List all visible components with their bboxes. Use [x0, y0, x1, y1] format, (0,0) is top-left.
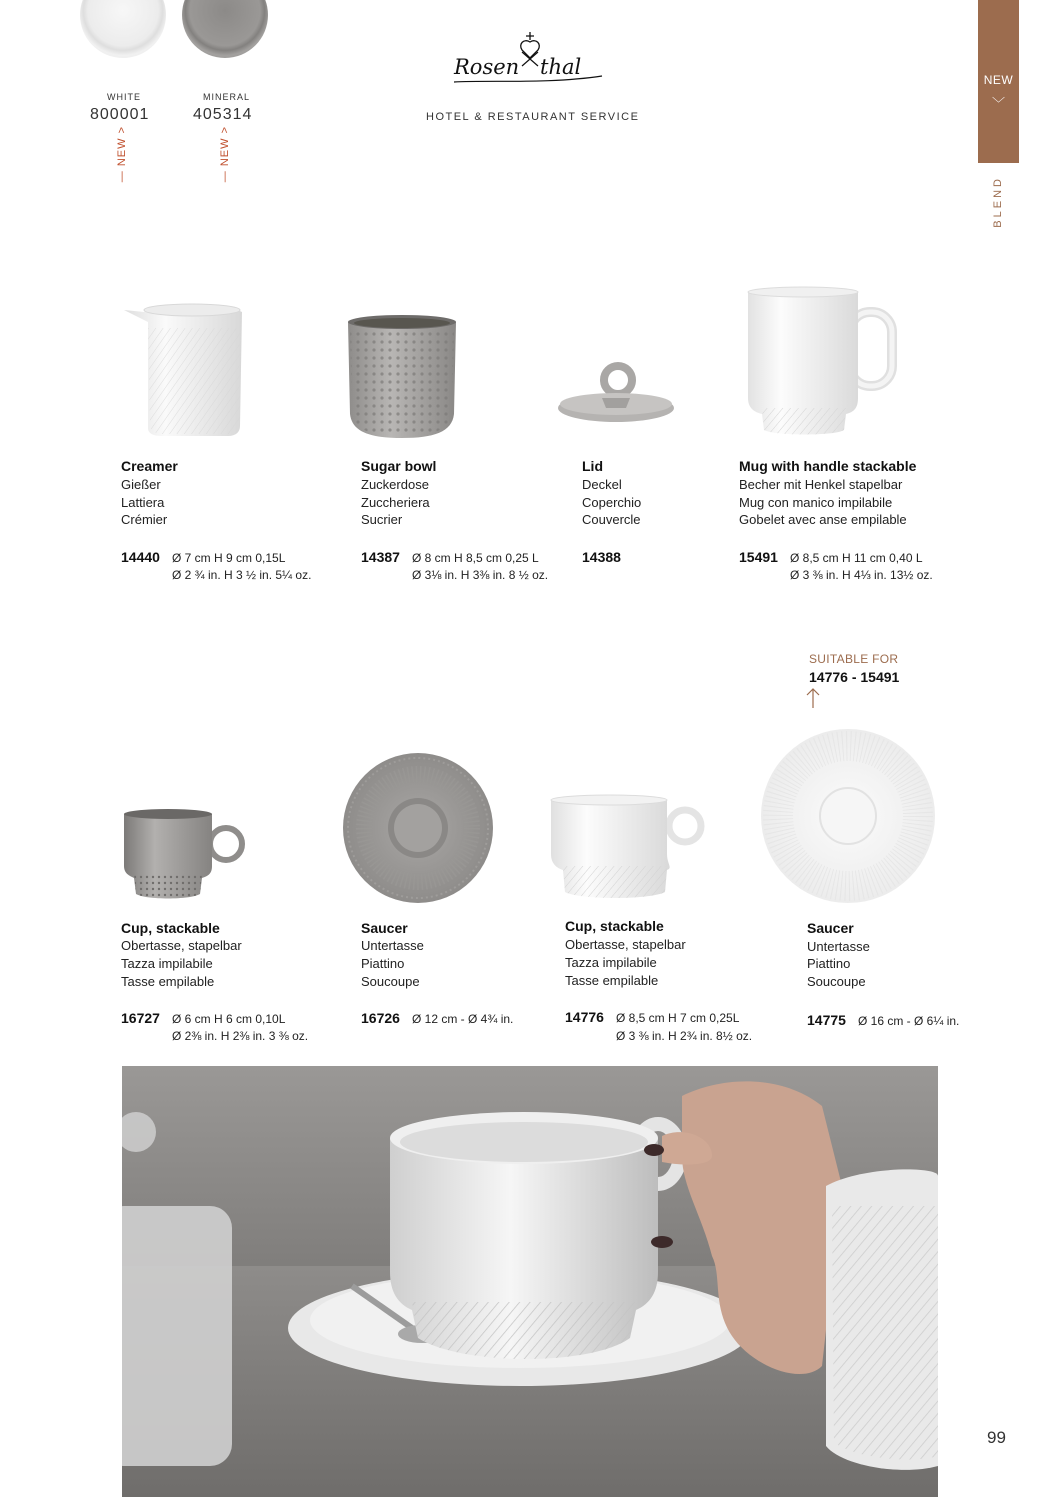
product-code-small-saucer: 16726: [361, 1010, 400, 1026]
chevron-down-icon: ﹀: [991, 96, 1005, 111]
product-name-lid: Lid: [582, 458, 603, 474]
product-spec-imperial-creamer: Ø 2 ¾ in. H 3 ½ in. 5¼ oz.: [172, 568, 312, 582]
product-it-lid: Coperchio: [582, 495, 642, 510]
product-spec-imperial-mug: Ø 3 ⅜ in. H 4⅓ in. 13½ oz.: [790, 568, 933, 582]
product-spec-metric-creamer: Ø 7 cm H 9 cm 0,15L: [172, 551, 286, 565]
product-de-large-saucer: Untertasse: [807, 939, 870, 954]
product-it-sugar-bowl: Zuccheriera: [361, 495, 430, 510]
product-spec-imperial-sugar-bowl: Ø 3⅛ in. H 3⅜ in. 8 ½ oz.: [412, 568, 549, 582]
product-name-large-saucer: Saucer: [807, 920, 854, 936]
large-saucer-image: [760, 728, 936, 904]
new-badge-white: — NEW >: [116, 126, 128, 183]
product-it-mug: Mug con manico impilabile: [739, 495, 893, 510]
color-code-white: 800001: [90, 106, 150, 123]
small-cup-image: [120, 808, 248, 904]
product-it-large-saucer: Piattino: [807, 956, 851, 971]
product-name-large-cup: Cup, stackable: [565, 918, 664, 934]
suitable-for-codes: 14776 - 15491: [809, 669, 900, 685]
product-fr-mug: Gobelet avec anse empilable: [739, 512, 907, 527]
arrow-up-icon: [804, 686, 822, 715]
product-it-creamer: Lattiera: [121, 495, 165, 510]
product-de-sugar-bowl: Zuckerdose: [361, 477, 429, 492]
product-it-small-cup: Tazza impilabile: [121, 956, 213, 971]
tab-new-label: NEW: [983, 73, 1014, 87]
mug-image: [744, 286, 900, 438]
suitable-for-label: SUITABLE FOR: [809, 652, 899, 666]
rosenthal-logo: [450, 30, 610, 92]
product-fr-lid: Couvercle: [582, 512, 641, 527]
product-fr-large-cup: Tasse empilable: [565, 973, 659, 988]
product-name-small-cup: Cup, stackable: [121, 920, 220, 936]
product-code-large-cup: 14776: [565, 1009, 604, 1025]
product-de-mug: Becher mit Henkel stapelbar: [739, 477, 903, 492]
product-code-mug: 15491: [739, 549, 778, 565]
product-de-creamer: Gießer: [121, 477, 161, 492]
product-name-small-saucer: Saucer: [361, 920, 408, 936]
product-fr-small-cup: Tasse empilable: [121, 974, 215, 989]
product-code-large-saucer: 14775: [807, 1012, 846, 1028]
product-name-sugar-bowl: Sugar bowl: [361, 458, 437, 474]
svg-text:thal: thal: [540, 55, 582, 79]
svg-text:Rosen: Rosen: [454, 55, 520, 79]
sugar-bowl-image: [346, 314, 458, 440]
new-badge-mineral: — NEW >: [219, 126, 231, 183]
product-fr-large-saucer: Soucoupe: [807, 974, 866, 989]
product-fr-small-saucer: Soucoupe: [361, 974, 420, 989]
product-spec-metric-small-cup: Ø 6 cm H 6 cm 0,10L: [172, 1012, 286, 1026]
product-fr-creamer: Crémier: [121, 512, 168, 527]
product-spec-small-saucer: Ø 12 cm - Ø 4¾ in.: [412, 1012, 514, 1026]
color-code-mineral: 405314: [193, 106, 253, 123]
product-name-mug: Mug with handle stackable: [739, 458, 917, 474]
header-subtitle: HOTEL & RESTAURANT SERVICE: [426, 111, 640, 123]
product-code-sugar-bowl: 14387: [361, 549, 400, 565]
new-section-tab[interactable]: [978, 0, 1019, 163]
product-fr-sugar-bowl: Sucrier: [361, 512, 403, 527]
lid-image: [556, 362, 678, 428]
product-spec-large-saucer: Ø 16 cm - Ø 6¼ in.: [858, 1014, 960, 1028]
product-spec-imperial-small-cup: Ø 2⅜ in. H 2⅜ in. 3 ⅜ oz.: [172, 1029, 309, 1043]
product-de-lid: Deckel: [582, 477, 622, 492]
product-it-small-saucer: Piattino: [361, 956, 405, 971]
page-number: 99: [987, 1428, 1006, 1447]
collection-name: BLEND: [992, 176, 1004, 228]
white-color-swatch: [80, 0, 166, 58]
product-code-creamer: 14440: [121, 549, 160, 565]
product-name-creamer: Creamer: [121, 458, 178, 474]
product-code-small-cup: 16727: [121, 1010, 160, 1026]
lifestyle-photo: [122, 1066, 938, 1497]
mineral-color-swatch: [182, 0, 268, 58]
color-name-white: WHITE: [107, 92, 141, 102]
product-spec-metric-sugar-bowl: Ø 8 cm H 8,5 cm 0,25 L: [412, 551, 539, 565]
product-spec-metric-large-cup: Ø 8,5 cm H 7 cm 0,25L: [616, 1011, 740, 1025]
product-de-small-saucer: Untertasse: [361, 938, 424, 953]
product-spec-imperial-large-cup: Ø 3 ⅜ in. H 2¾ in. 8½ oz.: [616, 1029, 753, 1043]
color-name-mineral: MINERAL: [203, 92, 251, 102]
product-de-small-cup: Obertasse, stapelbar: [121, 938, 242, 953]
product-spec-metric-mug: Ø 8,5 cm H 11 cm 0,40 L: [790, 551, 923, 565]
large-cup-image: [549, 794, 709, 902]
product-code-lid: 14388: [582, 549, 621, 565]
product-it-large-cup: Tazza impilabile: [565, 955, 657, 970]
creamer-image: [118, 298, 248, 440]
small-saucer-image: [342, 752, 494, 904]
product-de-large-cup: Obertasse, stapelbar: [565, 937, 686, 952]
